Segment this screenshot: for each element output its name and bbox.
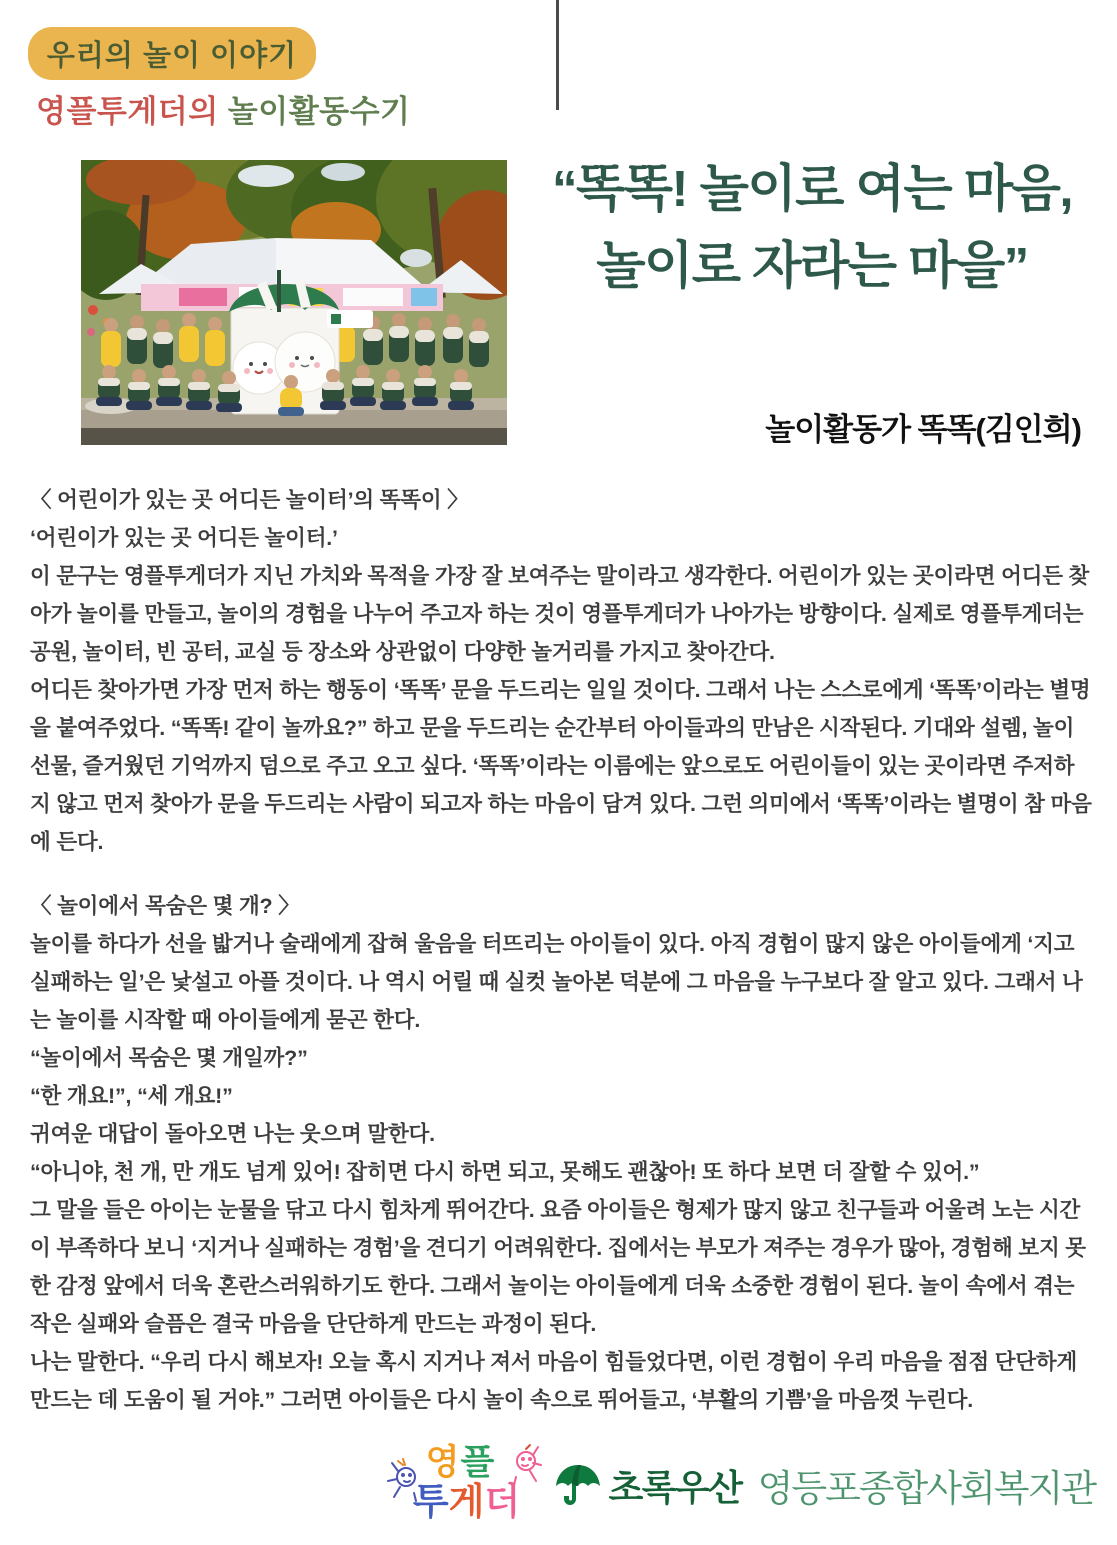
body-paragraph: 놀이를 하다가 선을 밟거나 술래에게 잡혀 울음을 터뜨리는 아이들이 있다. 아직 경험이 많지 않은 아이들에게 ‘지고 실패하는 일’은 낯설고 아플 것이다. 나 역시 어릴 때 실컷 놀아본 덕분에 그 마음을 누구보다 잘 알고 있다. 그래서 나는 놀이를 시작할 때 아이들에게 묻곤 한다. — [30, 932, 1083, 1032]
group-photo — [81, 160, 507, 445]
article-title — [515, 150, 1109, 304]
page-subtitle — [36, 86, 410, 131]
green-umbrella-icon — [554, 1461, 602, 1509]
footer-logos — [388, 1435, 1095, 1535]
yeongple-together-logo — [388, 1439, 538, 1531]
body-paragraph: 나는 말한다. “우리 다시 해보자! 오늘 혹시 지거나 져서 마음이 힘들었다면, 이런 경험이 우리 마음을 점점 단단하게 만드는 데 도움이 될 거야.” 그러면 아이들은 다시 놀이 속으로 뛰어들고, ‘부활의 기쁨’을 마음껏 누린다. — [30, 1350, 1078, 1412]
logo-line1: 영플 — [425, 1443, 496, 1482]
badge-label: 우리의 놀이 이야기 — [46, 40, 298, 72]
body-paragraph: “놀이에서 목숨은 몇 개일까?” — [30, 1046, 308, 1070]
section-heading: 〈 어린이가 있는 곳 어디든 놀이터’의 똑똑이 〉 — [30, 488, 469, 512]
body-paragraph: 이 문구는 영플투게더가 지닌 가치와 목적을 가장 잘 보여주는 말이라고 생각한다. 어린이가 있는 곳이라면 어디든 찾아가 놀이를 만들고, 놀이의 경험을 나누어 주고자 하는 것이 영플투게더가 나아가는 방향이다. 실제로 영플투게더는 공원, 놀이터, 빈 공터, 교실 등 장소와 상관없이 다양한 놀거리를 가지고 찾아간다. — [30, 564, 1090, 664]
body-paragraph: 어디든 찾아가면 가장 먼저 하는 행동이 ‘똑똑’ 문을 두드리는 일일 것이다. 그래서 나는 스스로에게 ‘똑똑’이라는 별명을 붙여주었다. “똑똑! 같이 놀까요?” 하고 문을 두드리는 순간부터 아이들과의 만남은 시작된다. 기대와 설렘, 놀이 선물, 즐거웠던 기억까지 덤으로 주고 오고 싶다. ‘똑똑’이라는 이름에는 앞으로도 어린이들이 있는 곳이라면 주저하지 않고 먼저 찾아가 문을 두드리는 사람이 되고자 하는 마음이 담겨 있다. 그런 의미에서 ‘똑똑’이라는 별명이 참 마음에 든다. — [30, 678, 1092, 854]
section-heading: 〈 놀이에서 목숨은 몇 개? 〉 — [30, 894, 300, 918]
body-paragraph: 귀여운 대답이 돌아오면 나는 웃으며 말한다. — [30, 1122, 435, 1146]
welfare-center-name: 영등포종합사회복지관 — [757, 1468, 1095, 1509]
body-paragraph: 그 말을 들은 아이는 눈물을 닦고 다시 힘차게 뛰어간다. 요즘 아이들은 형제가 많지 않고 친구들과 어울려 노는 시간이 부족하다 보니 ‘지거나 실패하는 경험’을 견디기 어려워한다. 집에서는 부모가 져주는 경우가 많아, 경험해 보지 못한 감정 앞에서 더욱 혼란스러워하기도 한다. 그래서 놀이는 아이들에게 더욱 소중한 경험이 된다. 놀이 속에서 겪는 작은 실패와 슬픔은 결국 마음을 단단하게 만드는 과정이 된다. — [30, 1198, 1086, 1336]
article-title-line1: “똑똑! 놀이로 여는 마음, — [551, 160, 1073, 217]
body-paragraph: “한 개요!”, “세 개요!” — [30, 1084, 233, 1108]
body-paragraph: ‘어린이가 있는 곳 어디든 놀이터.’ — [30, 526, 338, 550]
logo-line2: 투게더 — [412, 1481, 521, 1522]
choroksan-logo — [554, 1460, 741, 1511]
choroksan-label: 초록우산 — [608, 1466, 742, 1508]
article-body — [30, 481, 1093, 1419]
body-paragraph: “아니야, 천 개, 만 개도 넘게 있어! 잡히면 다시 하면 되고, 못해도 괜찮아! 또 하다 보면 더 잘할 수 있어.” — [30, 1160, 980, 1184]
subtitle-brand: 영플투게더의 — [36, 94, 219, 129]
top-divider-line — [556, 0, 559, 110]
section-badge — [28, 27, 316, 80]
subtitle-rest: 놀이활동수기 — [218, 94, 411, 129]
article-byline: 놀이활동가 똑똑(김인희) — [765, 412, 1081, 447]
article-title-line2: 놀이로 자라는 마을” — [596, 237, 1028, 294]
